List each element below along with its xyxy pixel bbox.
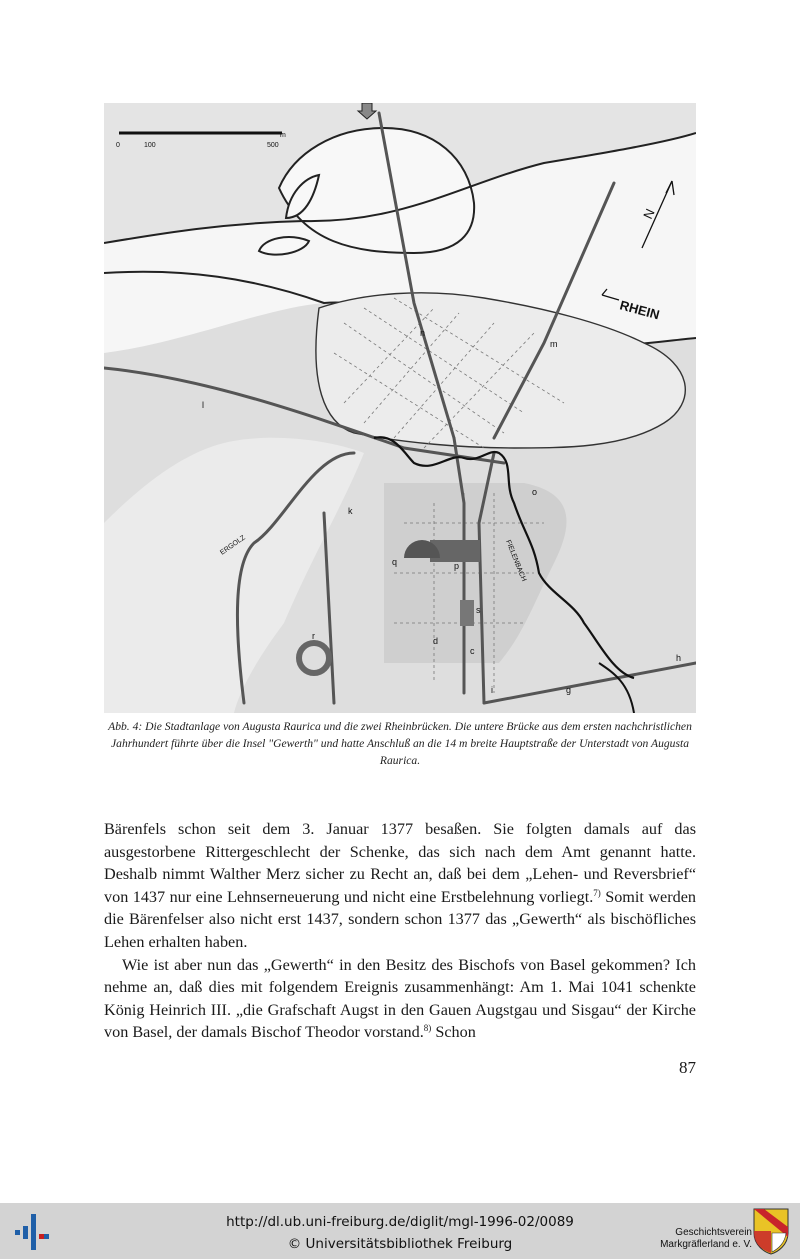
- paragraph: Bärenfels schon seit dem 3. Januar 1377 besaßen. Sie folgten damals auf das ausgestorbene Rittergeschlecht der Schenke, das sich nach dem Amt genannt hatte. Deshalb nimmt Walther Merz sicher zu Recht an, daß bei dem „Lehen- und Reversbrief“ von 1437 nur eine Lehnserneuerung und nicht eine Erstbelehnung vorliegt.$^{7)}$ Somit werden die Bärenfelser also nicht erst 1437, sondern schon 1377 das „Gewerth“ als bischöfliches Lehen erhalten haben.: [104, 820, 696, 951]
- footnote-ref[interactable]: 8): [423, 1023, 432, 1034]
- page-number: 87: [679, 1058, 696, 1077]
- coat-of-arms-icon: [752, 1207, 790, 1255]
- document-url-link[interactable]: http://dl.ub.uni-freiburg.de/diglit/mgl-1996-02/0089: [226, 1214, 574, 1230]
- map-letter: r: [312, 631, 315, 641]
- scale-label: m: [280, 132, 286, 139]
- map-letter: k: [348, 506, 353, 516]
- map-letter: c: [470, 646, 475, 656]
- org-name: Geschichtsverein Markgräflerland e. V.: [660, 1227, 752, 1250]
- footnote-ref[interactable]: 7): [593, 887, 601, 898]
- map-letter: h: [676, 653, 682, 663]
- map-letter: g: [566, 685, 572, 695]
- map-letter: n: [420, 328, 426, 338]
- scale-label: 100: [144, 142, 156, 149]
- scale-label: 500: [267, 142, 279, 149]
- map-letter: m: [550, 339, 558, 349]
- figure-caption: Abb. 4: Die Stadtanlage von Augusta Raurica und die zwei Rheinbrücken. Die untere Brücke aus dem ersten nachchristlichen Jahrhundert führte über die Insel "Gewerth" und hatte Anschluß an die 14 m breite Hauptstraße der Unterstadt von Augusta Raurica.: [108, 720, 692, 767]
- river-label: RHEIN: [618, 297, 662, 323]
- map-letter: d: [433, 636, 439, 646]
- stream-label: FIELENBACH: [504, 539, 528, 583]
- map-letter: s: [476, 605, 481, 615]
- map-letter: l: [202, 400, 204, 410]
- map-letter: o: [532, 487, 538, 497]
- paragraph: Wie ist aber nun das „Gewerth“ in den Besitz des Bischofs von Basel gekommen? Ich nehme an, daß dies mit folgendem Ereignis zusammenhängt: Am 1. Mai 1041 schenkte König Heinrich III. „die Grafschaft Augst in den Gauen Augstgau und Sisgau“ der Kirche von Basel, der damals Bischof Theodor vorstand.$^{8)}$ Schon: [104, 955, 696, 1042]
- map-letter: i: [491, 685, 493, 695]
- footer-bar: [0, 1203, 800, 1259]
- map-letter: q: [392, 557, 398, 567]
- copyright-text: © Universitätsbibliothek Freiburg: [287, 1236, 513, 1252]
- stream-label: ERGOLZ: [219, 534, 247, 557]
- map-letter: p: [454, 561, 460, 571]
- north-label: N: [640, 206, 658, 222]
- map-figure: [104, 103, 696, 713]
- scale-label: 0: [116, 142, 120, 149]
- body-text: [104, 818, 696, 1044]
